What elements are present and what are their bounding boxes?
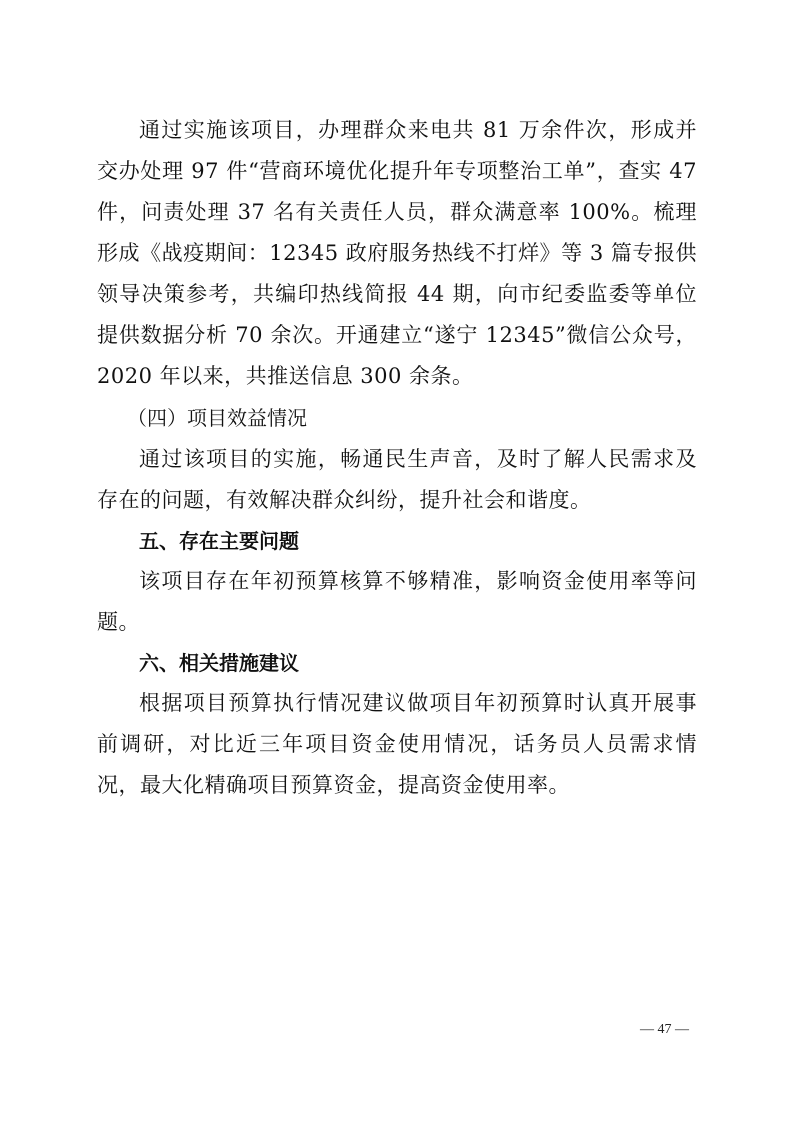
page-number: — 47 — — [640, 1022, 689, 1037]
subheading-project-benefits: （四）项目效益情况 — [127, 406, 307, 430]
heading-measures-suggestions: 六、相关措施建议 — [139, 651, 299, 675]
paragraph-main-problems: 该项目存在年初预算核算不够精准，影响资金使用率等问题。 — [97, 569, 697, 634]
heading-main-problems: 五、存在主要问题 — [139, 529, 299, 553]
paragraph-project-benefits: 通过该项目的实施，畅通民生声音，及时了解人民需求及存在的问题，有效解决群众纠纷，提升社会和谐度。 — [97, 447, 697, 512]
paragraph-project-results: 通过实施该项目，办理群众来电共 81 万余件次，形成并交办处理 97 件“营商环境优化提升年专项整治工单”，查实 47 件，问责处理 37 名有关责任人员，群众满意率 100%。梳理形成《战疫期间：12345 政府服务热线不打烊》等 3 篇专报供领导决策参考，共编印热线简报 44 期，向市纪委监委等单位提供数据分析 70 余次。开通建立“遂宁 12345”微信公众号，2020 年以来，共推送信息 300 余条。 — [97, 118, 697, 388]
document-body — [97, 110, 697, 806]
paragraph-measures-suggestions: 根据项目预算执行情况建议做项目年初预算时认真开展事前调研，对比近三年项目资金使用情况，话务员人员需求情况，最大化精确项目预算资金，提高资金使用率。 — [97, 691, 697, 797]
